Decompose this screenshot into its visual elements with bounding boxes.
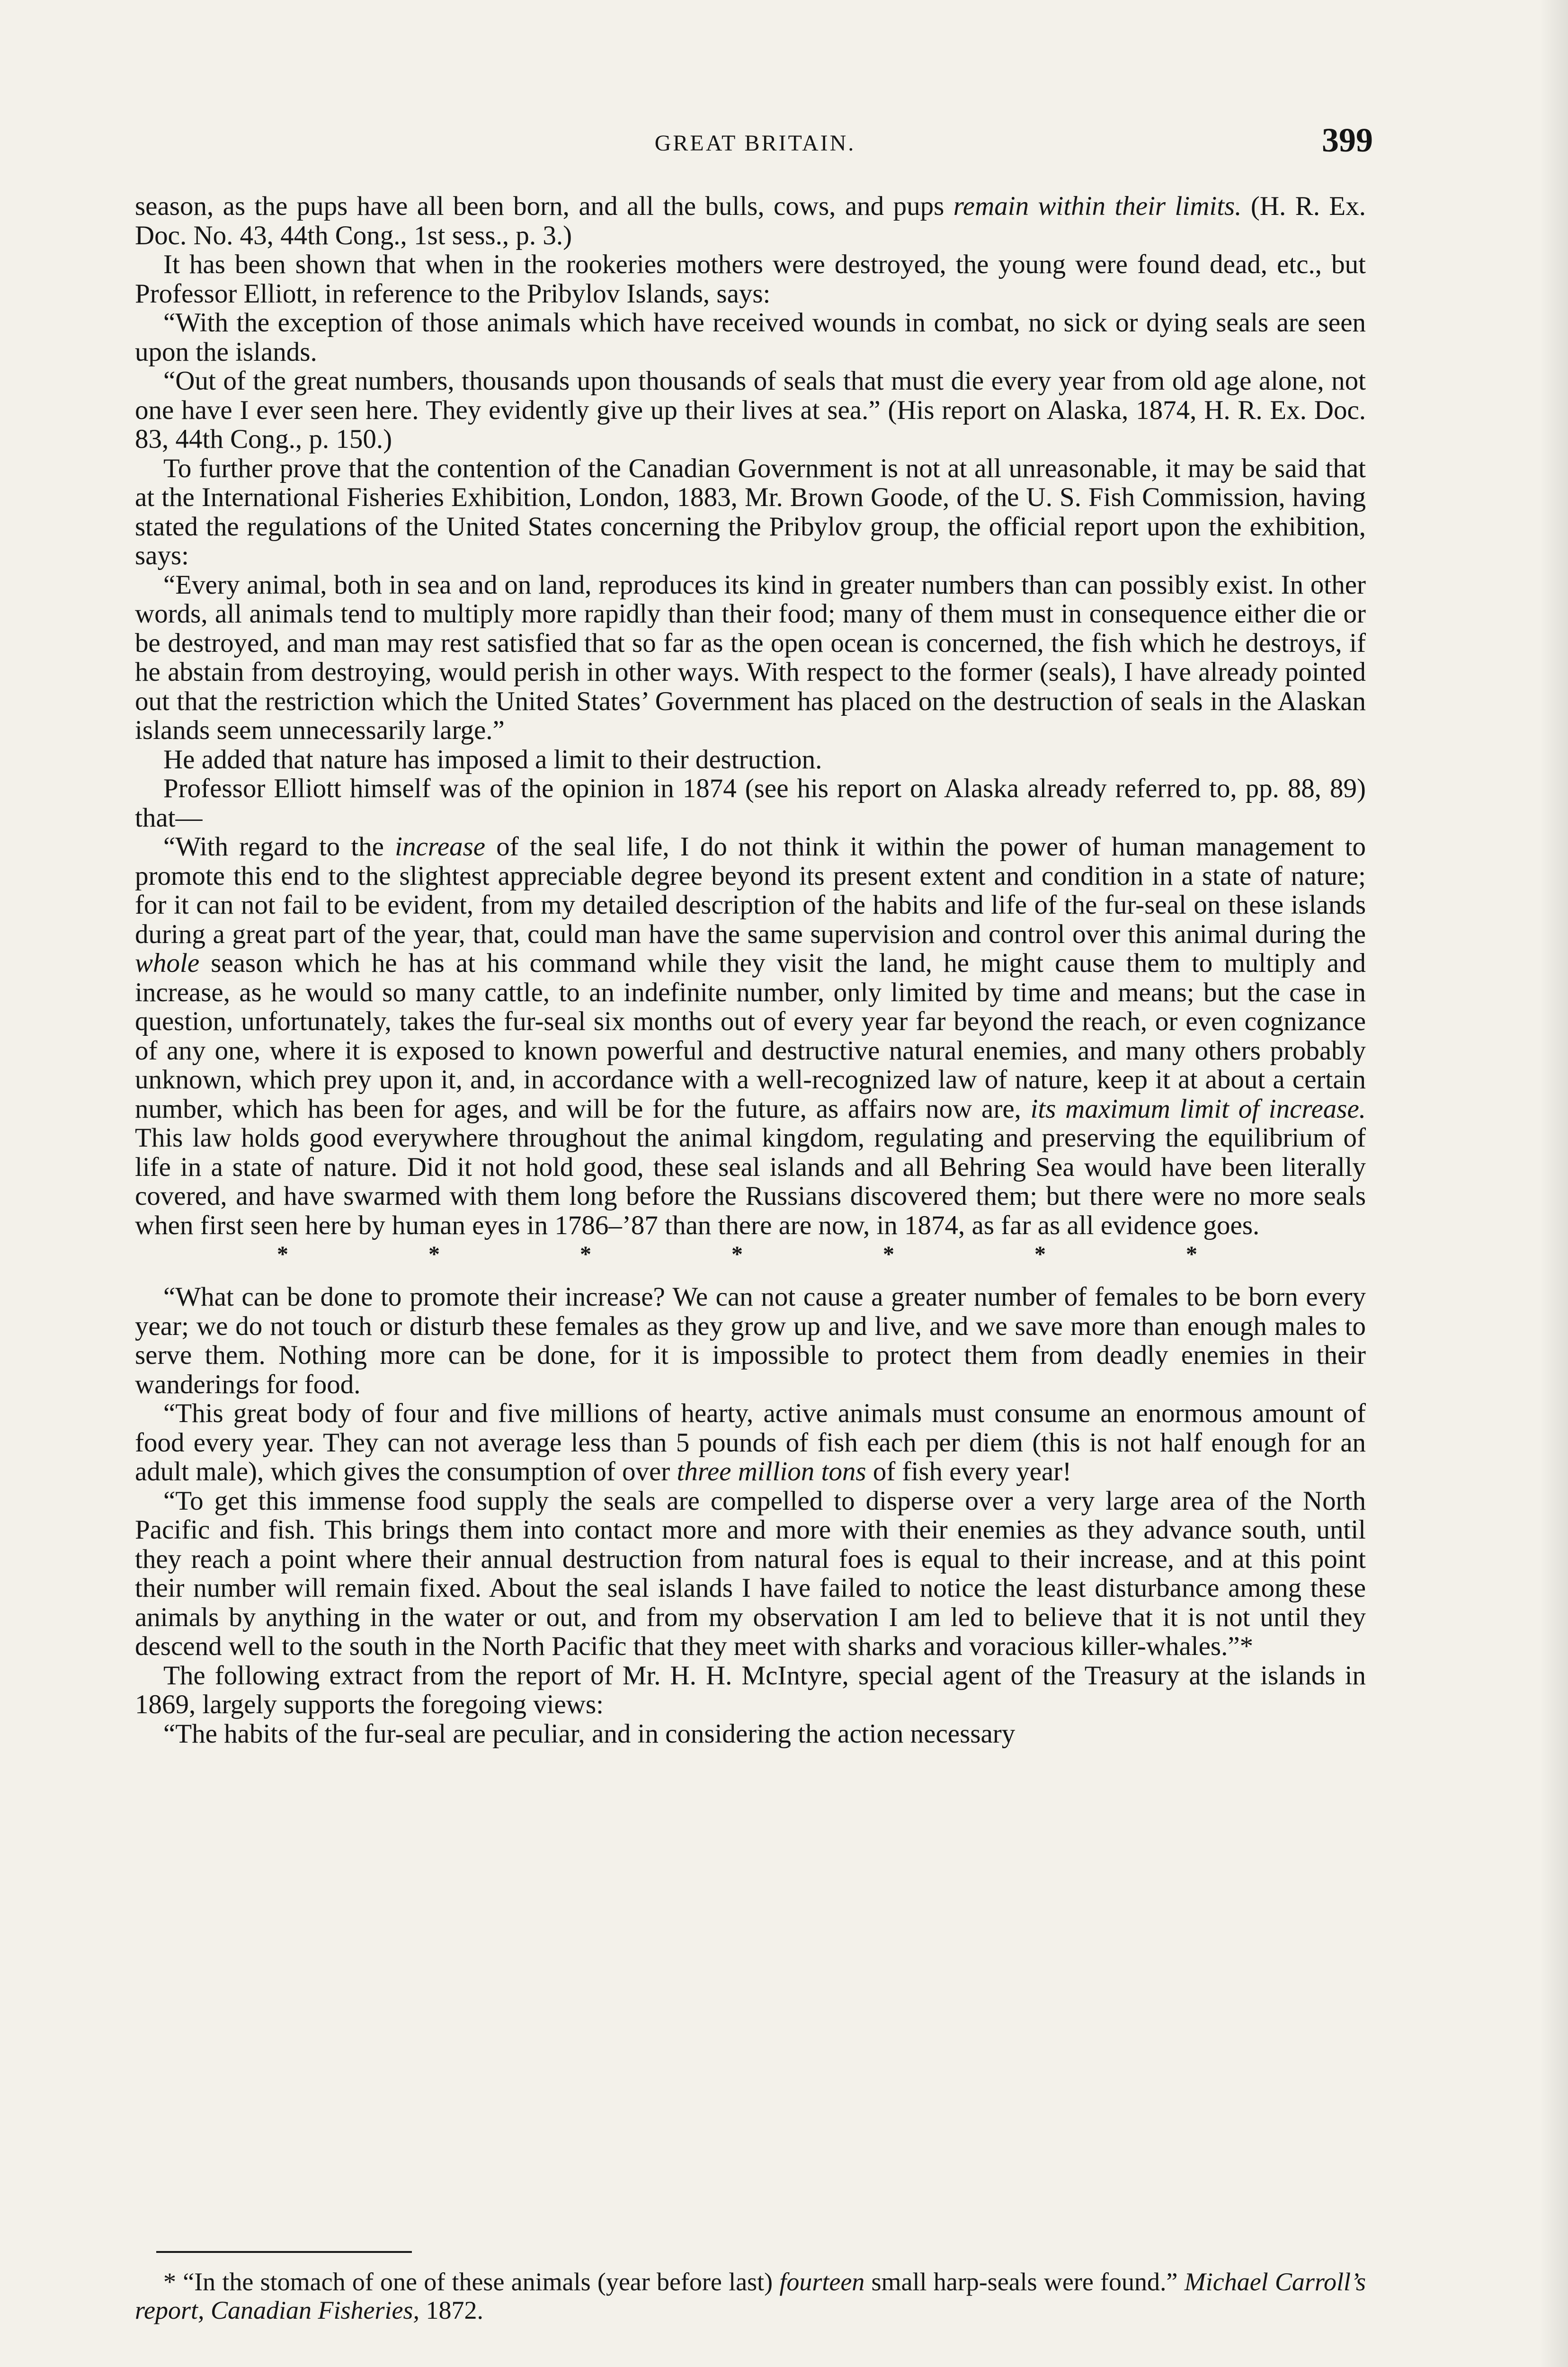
text-run: “Out of the great numbers, thousands upon thousands of seals that must die every year from old age alone, not one have I ever seen here. They evidently give up their lives at sea.” (His report on Alaska, 1874, H. R. Ex. Doc. 83, 44th Cong., p. 150.)	[135, 366, 1366, 454]
star-mark: *	[883, 1242, 894, 1267]
text-run: (H. R. Ex. Doc. No. 43, 44th Cong., 1st sess., p. 3.)	[135, 191, 1366, 250]
text-run: season which he has at his command while they visit the land, he might cause them to multiply and increase, as he would so many cattle, to an indefinite number, only limited by time and means; but the case in question, unfortunately, takes the fur-seal six months out of every year far beyond the reach, or even cognizance of any one, where it is exposed to known powerful and destructive natural enemies, and many others probably unknown, which prey upon it, and, in accordance with a well-recognized law of nature, keep it at about a certain number, which has been for ages, and will be for the future, as affairs now are,	[135, 948, 1366, 1124]
text-run: “This great body of four and five millions of hearty, active animals must consume an enormous amount of food every year. They can not average less than 5 pounds of fish each per diem (this is not half enough for an adult male), which gives the consumption of over	[135, 1398, 1366, 1486]
italic-text: increase	[395, 832, 486, 862]
star-mark: *	[731, 1242, 743, 1267]
paragraph	[135, 1282, 1366, 1399]
text-run: “With the exception of those animals which have received wounds in combat, no sick or dying seals are seen upon the islands.	[135, 308, 1366, 367]
footnote	[135, 2268, 1366, 2324]
paragraph	[135, 745, 1366, 774]
footnote-rule	[156, 2251, 412, 2253]
paragraph-block-2	[135, 1282, 1366, 1748]
text-run: “The habits of the fur-seal are peculiar, and in considering the action necessary	[163, 1718, 1016, 1749]
italic-text: remain within their limits.	[953, 191, 1242, 221]
text-run: To further prove that the contention of the Canadian Government is not at all unreasonable, it may be said that at the International Fisheries Exhibition, London, 1883, Mr. Brown Goode, of the U. S. Fish Commission, having stated the regulations of the United States concerning the Pribylov group, the official report upon the exhibition, says:	[135, 453, 1366, 570]
paragraph	[135, 1486, 1366, 1661]
paragraph	[135, 774, 1366, 832]
paragraph	[135, 1661, 1366, 1719]
page-number: 399	[1322, 121, 1373, 159]
star-mark: *	[428, 1242, 440, 1267]
text-run: He added that nature has imposed a limit to their destruction.	[163, 744, 822, 774]
paragraph	[135, 832, 1366, 1240]
footnote-text	[135, 2268, 1366, 2324]
page-header	[137, 121, 1373, 163]
italic-text: fourteen	[779, 2268, 865, 2296]
paragraph	[135, 1719, 1366, 1749]
star-mark: *	[1034, 1242, 1046, 1267]
text-run: “Every animal, both in sea and on land, reproduces its kind in greater numbers than can possibly exist. In other words, all animals tend to multiply more rapidly than their food; many of them must in consequence either die or be destroyed, and man may rest satisfied that so far as the open ocean is concerned, the fish which he destroys, if he abstain from destroying, would perish in other ways. With respect to the former (seals), I have already pointed out that the restriction which the United States’ Government has placed on the destruction of seals in the Alaskan islands seem unnecessarily large.”	[135, 570, 1366, 745]
paragraph	[135, 454, 1366, 570]
text-run: 1872.	[419, 2296, 483, 2324]
text-run: Professor Elliott himself was of the opinion in 1874 (see his report on Alaska already referred to, pp. 88, 89) that—	[135, 774, 1366, 833]
star-mark: *	[277, 1242, 288, 1267]
text-run: * “In the stomach of one of these animals (year before last)	[163, 2268, 780, 2296]
text-run: season, as the pups have all been born, and all the bulls, cows, and pups	[135, 191, 953, 221]
italic-text: its maximum limit of increase.	[1030, 1094, 1366, 1124]
text-run: “To get this immense food supply the seals are compelled to disperse over a very large area of the North Pacific and fish. This brings them into contact more and more with their enemies as they advance south, until they reach a point where their annual destruction from natural foes is equal to their increase, and at this point their number will remain fixed. About the seal islands I have failed to notice the least disturbance among these animals by anything in the water or out, and from my observation I am led to believe that it is not until they descend well to the south in the North Pacific that they meet with sharks and voracious killer-whales.”*	[135, 1486, 1366, 1661]
text-run: It has been shown that when in the rookeries mothers were destroyed, the young were found dead, etc., but Professor Elliott, in reference to the Pribylov Islands, says:	[135, 249, 1366, 309]
text-run: of fish every year!	[866, 1457, 1072, 1486]
paragraph	[135, 250, 1366, 308]
star-mark: *	[580, 1242, 591, 1267]
paragraph	[135, 308, 1366, 366]
paragraph	[135, 192, 1366, 250]
paragraph	[135, 1399, 1366, 1486]
italic-text: Michael Carroll’s report, Canadian Fisheries,	[135, 2268, 1366, 2324]
text-run: This law holds good everywhere throughout the animal kingdom, regulating and preserving the equilibrium of life in a state of nature. Did it not hold good, these seal islands and all Behring Sea would have been literally covered, and have swarmed with them long before the Russians discovered them; but there were no more seals when first seen here by human eyes in 1786–’87 than there are now, in 1874, as far as all evidence goes.	[135, 1123, 1366, 1240]
text-run: small harp-seals were found.”	[864, 2268, 1185, 2296]
body-text	[135, 192, 1366, 1748]
italic-text: three million tons	[677, 1457, 866, 1486]
star-mark: *	[1186, 1242, 1197, 1267]
text-run: The following extract from the report of Mr. H. H. McIntyre, special agent of the Treasury at the islands in 1869, largely supports the foregoing views:	[135, 1660, 1366, 1719]
running-head: GREAT BRITAIN.	[654, 131, 856, 156]
italic-text: whole	[135, 948, 200, 978]
text-run: “What can be done to promote their increase? We can not cause a greater number of females to be born every year; we do not touch or disturb these females as they grow up and live, and we save more than enough males to serve them. Nothing more can be done, for it is impossible to protect them from deadly enemies in their wanderings for food.	[135, 1282, 1366, 1399]
paragraph	[135, 570, 1366, 745]
ellipsis-stars	[277, 1240, 1366, 1282]
text-run: “With regard to the	[163, 832, 395, 862]
page-edge-shadow	[1540, 0, 1568, 2367]
paragraph-block-1	[135, 192, 1366, 1240]
paragraph	[135, 366, 1366, 454]
text-run: of the seal life, I do not think it within the power of human management to promote this end to the slightest appreciable degree beyond its present extent and condition in a state of nature; for it can not fail to be evident, from my detailed description of the habits and life of the fur-seal on these islands during a great part of the year, that, could man have the same supervision and control over this animal during the	[135, 832, 1366, 949]
